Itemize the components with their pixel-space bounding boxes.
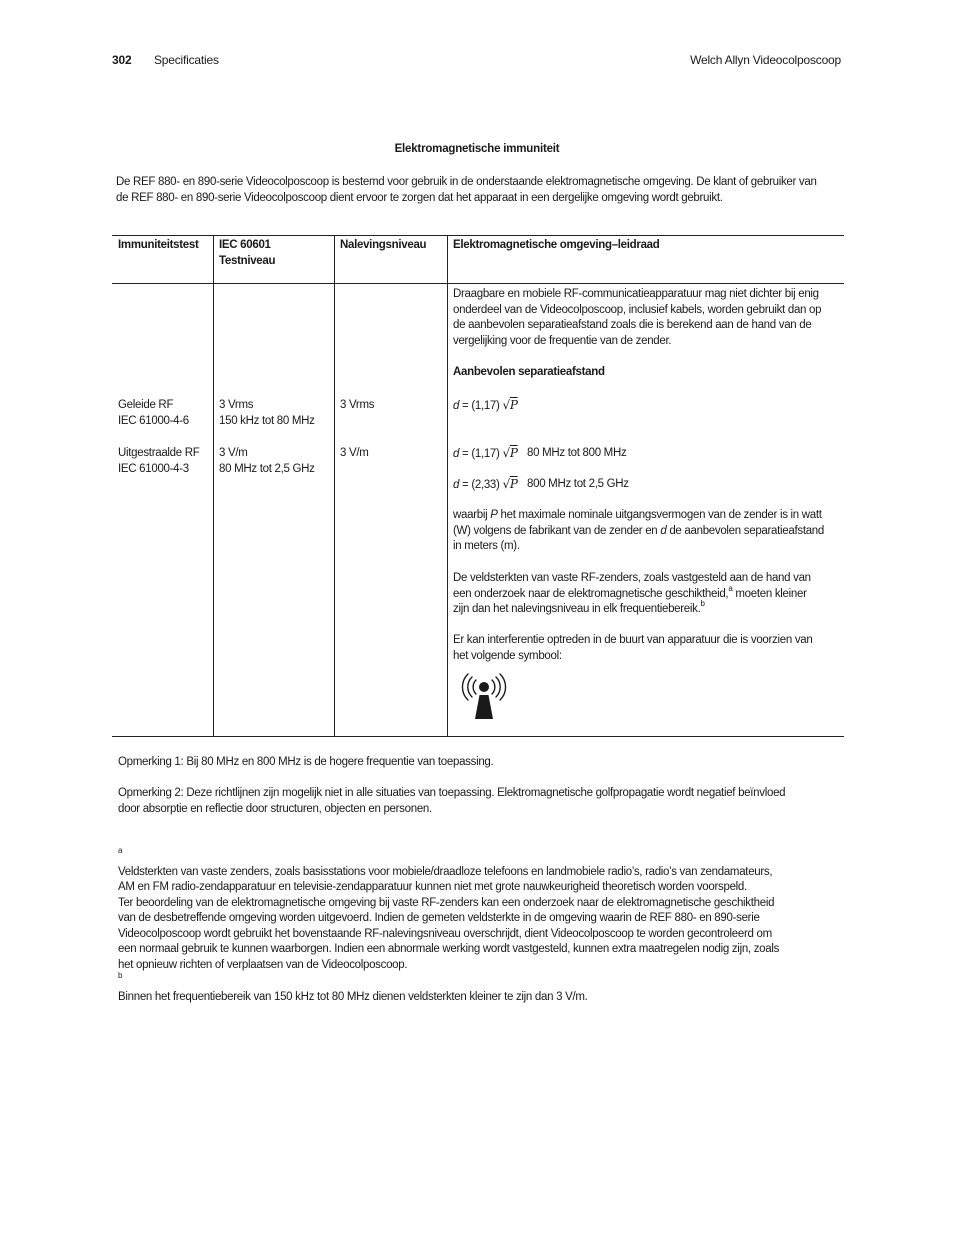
footnote-b [118, 971, 588, 1005]
column-divider [447, 235, 448, 736]
cell-line: 80 MHz tot 2,5 GHz [219, 462, 315, 475]
intro-line: De REF 880- en 890-serie Videocolposcoop is bestemd voor gebruik in de onderstaande elektromagnetische omgeving. De klant of gebruiker van [116, 176, 817, 188]
footnote-line: van de desbetreffende omgeving worden uitgevoerd. Indien de gemeten veldsterkte in de omgeving waarin de REF 880- en 890-serie [118, 912, 760, 924]
intro-paragraph [116, 175, 846, 206]
note-1: Opmerking 1: Bij 80 MHz en 800 MHz is de hogere frequentie van toepassing. [118, 756, 494, 768]
note-2 [118, 786, 785, 817]
formula-coefficient: = (2,33) [459, 479, 503, 491]
cell-line: 150 kHz tot 80 MHz [219, 414, 315, 427]
formula-range: 800 MHz tot 2,5 GHz [527, 478, 629, 490]
table-cell-test [118, 446, 199, 477]
footnote-marker: b [118, 971, 123, 981]
table-cell-test [118, 398, 189, 429]
formula-variable: P [490, 509, 498, 521]
cell-line: 3 Vrms [219, 399, 254, 411]
guidance-line: Er kan interferentie optreden in de buurt van apparatuur die is voorzien van [453, 634, 813, 646]
guidance-line [453, 599, 811, 618]
formula-coefficient: = (1,17) [459, 448, 503, 460]
intro-line: de REF 880- en 890-serie Videocolposcoop dient ervoor te zorgen dat het apparaat in een dergelijke omgeving wordt gebruikt. [116, 191, 723, 204]
guidance-paragraph [453, 287, 821, 349]
guidance-line: Draagbare en mobiele RF-communicatieapparatuur mag niet dichter bij enig [453, 288, 819, 300]
cell-line: IEC 61000-4-6 [118, 414, 189, 427]
column-header-guidance: Elektromagnetische omgeving–leidraad [453, 239, 660, 251]
radical-icon: √ [502, 477, 510, 491]
text-run: de aanbevolen separatieafstand [666, 524, 825, 537]
guidance-line: het volgende symbool: [453, 649, 562, 662]
text-run: Binnen het frequentiebereik van 150 kHz tot 80 MHz dienen veldsterkten kleiner te zijn dan 3 V/m. [118, 990, 588, 1003]
guidance-line: vergelijking voor de frequentie van de zender. [453, 334, 672, 347]
formula-range: 80 MHz tot 800 MHz [527, 447, 627, 459]
footnote-line: AM en FM radio-zendapparatuur en televisie-zendapparatuur kunnen niet met grote nauwkeurigheid theoretisch worden voorspeld. [118, 881, 747, 893]
column-divider [334, 235, 335, 736]
sqrt-symbol [502, 446, 517, 460]
text-run: zijn dan het nalevingsniveau in elk frequentiebereik. [453, 603, 701, 615]
formula-variable: d [453, 448, 460, 460]
formula-variable: d [453, 479, 460, 491]
formula-1 [453, 398, 518, 415]
footnote-line: Ter beoordeling van de elektromagnetische omgeving bij vaste RF-zenders kan een onderzoek naar de elektromagnetische geschiktheid [118, 896, 775, 909]
table-bottom-rule [112, 736, 844, 737]
non-ionizing-radiation-icon [456, 672, 512, 722]
guidance-line: in meters (m). [453, 540, 520, 552]
guidance-line [453, 524, 824, 540]
footnote-line: het opnieuw richten of verplaatsen van de Videocolposcoop. [118, 958, 408, 971]
formula-coefficient: = (1,17) [459, 400, 503, 412]
table-cell-level [219, 446, 315, 477]
footnote-marker: b [700, 599, 705, 609]
column-header-line: Testniveau [219, 254, 276, 267]
text-run: (W) volgens de fabrikant van de zender en [453, 524, 661, 537]
guidance-line [453, 508, 824, 524]
text-run: Veldsterkten van vaste zenders, zoals basisstations voor mobiele/draadloze telefoons en landmobiele radio’s, radio’s van zendamateurs, [118, 865, 773, 878]
formula-variable: d [453, 400, 460, 412]
page-title: Elektromagnetische immuniteit [394, 143, 560, 155]
text-run: waarbij [453, 509, 491, 521]
footnote-marker: a [118, 846, 123, 856]
column-header-line: IEC 60601 [219, 239, 271, 251]
table-header-rule [112, 283, 844, 284]
formula-variable: P [509, 446, 518, 460]
guidance-line: de aanbevolen separatieafstand zoals die is berekend aan de hand van de [453, 319, 812, 331]
radical-icon: √ [502, 398, 510, 412]
product-name: Welch Allyn Videocolposcoop [690, 53, 841, 67]
footnote-line [118, 846, 779, 880]
column-header-test: Immuniteitstest [118, 239, 199, 251]
formula-variable: P [509, 398, 518, 412]
footnote-a [118, 846, 780, 973]
sqrt-symbol [502, 477, 517, 491]
table-cell-level [219, 398, 315, 429]
sqrt-symbol [502, 398, 517, 412]
text-run: het maximale nominale uitgangsvermogen van de zender is in watt [497, 509, 822, 521]
guidance-paragraph [453, 571, 811, 618]
guidance-line [453, 583, 811, 603]
guidance-paragraph [453, 508, 824, 555]
formula-2 [453, 446, 518, 463]
cell-line: IEC 61000-4-3 [118, 462, 189, 475]
note-line: Opmerking 2: Deze richtlijnen zijn mogelijk niet in alle situaties van toepassing. Elektromagnetische golfpropagatie wordt negatief beïnvloed [118, 787, 786, 799]
column-divider [213, 235, 214, 736]
guidance-paragraph [453, 633, 813, 664]
text-run: een onderzoek naar de elektromagnetische geschiktheid, [453, 587, 729, 600]
formula-variable: d [660, 524, 667, 537]
radical-icon: √ [502, 446, 510, 460]
section-title: Specificaties [154, 53, 219, 67]
formula-variable: P [509, 477, 518, 491]
guidance-line: onderdeel van de Videocolposcoop, inclusief kabels, worden gebruikt dan op [453, 303, 822, 316]
formula-3 [453, 477, 518, 494]
footnote-line: Videocolposcoop wordt gebruikt het bovenstaande RF-nalevingsniveau overschrijdt, dient Videocolposcoop te worden gecontroleerd om [118, 927, 772, 940]
cell-line: 3 V/m [219, 447, 248, 459]
table-cell-compliance: 3 V/m [340, 447, 369, 459]
guidance-line: De veldsterkten van vaste RF-zenders, zoals vastgesteld aan de hand van [453, 572, 811, 584]
guidance-subheading: Aanbevolen separatieafstand [453, 366, 605, 378]
footnote-line [118, 971, 588, 1005]
table-cell-compliance: 3 Vrms [340, 399, 375, 411]
column-header-compliance: Nalevingsniveau [340, 239, 427, 251]
column-header-iec-level [219, 238, 275, 269]
footnote-line: een normaal gebruik te kunnen waarborgen. Indien een abnormale werking wordt vastgesteld, kunnen extra maatregelen nodig zijn, zoals [118, 943, 780, 955]
note-line: door absorptie en reflectie door structuren, objecten en personen. [118, 802, 432, 815]
cell-line: Uitgestraalde RF [118, 447, 200, 459]
cell-line: Geleide RF [118, 399, 174, 411]
text-run: moeten kleiner [732, 587, 807, 600]
page-number: 302 [112, 53, 132, 67]
footnote-marker: a [728, 583, 733, 593]
table-top-rule [112, 235, 844, 236]
